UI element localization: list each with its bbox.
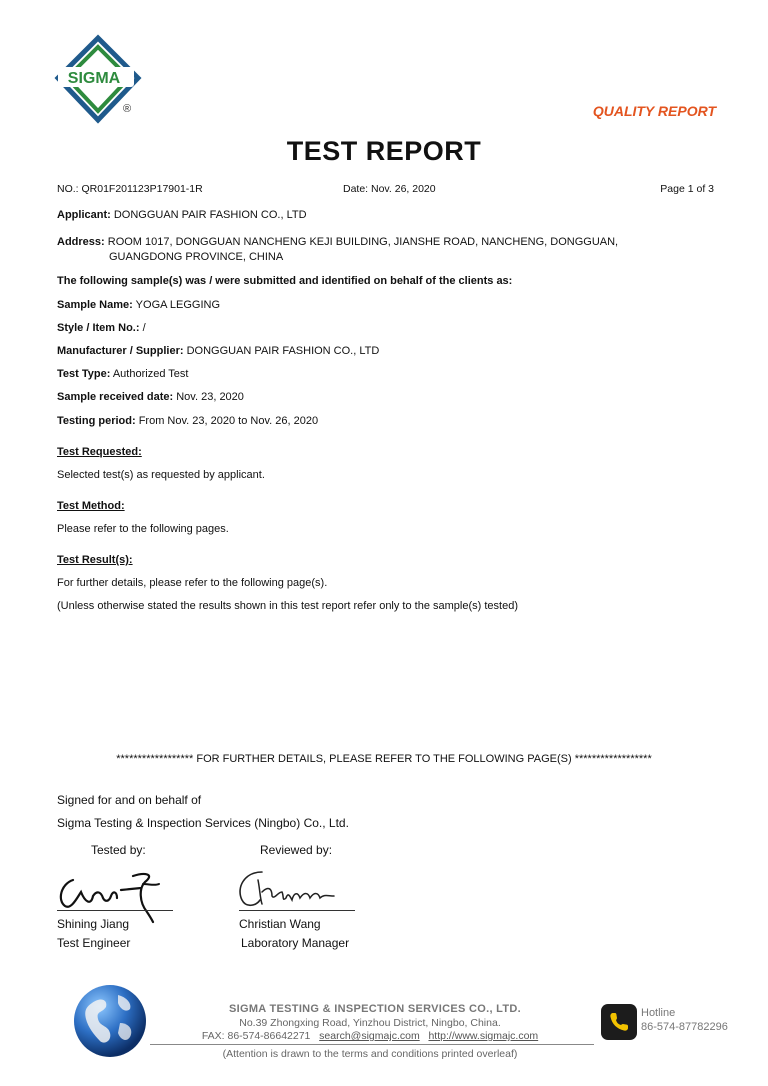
- page-title: TEST REPORT: [286, 136, 482, 166]
- report-date: Date: Nov. 26, 2020: [343, 183, 436, 195]
- manufacturer-label: Manufacturer / Supplier:: [57, 345, 184, 357]
- signed-for-text: Signed for and on behalf of: [57, 793, 202, 807]
- hotline-number[interactable]: 86-574-87782296: [641, 1021, 728, 1033]
- quality-report-label: QUALITY REPORT: [592, 103, 716, 119]
- reviewed-by-label: Reviewed by:: [260, 843, 333, 857]
- test-results-heading: Test Result(s):: [57, 554, 133, 566]
- testing-period-label: Testing period:: [57, 415, 136, 427]
- tester-signature: [55, 862, 175, 924]
- hotline-label: Hotline: [641, 1007, 676, 1019]
- testing-period-value: From Nov. 23, 2020 to Nov. 26, 2020: [138, 415, 319, 427]
- test-requested-heading: Test Requested:: [57, 446, 142, 458]
- reviewer-title: Laboratory Manager: [241, 936, 350, 950]
- footer-email[interactable]: search@sigmajc.com: [319, 1030, 420, 1042]
- style-label: Style / Item No.:: [57, 322, 140, 334]
- signing-company: Sigma Testing & Inspection Services (Ningbo) Co., Ltd.: [57, 816, 349, 830]
- test-type-label: Test Type:: [57, 368, 111, 380]
- received-date-row: [57, 390, 244, 405]
- tester-name: Shining Jiang: [57, 917, 130, 931]
- tester-signature-line: [57, 910, 173, 911]
- test-type-value: Authorized Test: [112, 368, 189, 380]
- address-row: [57, 235, 618, 250]
- footer-website[interactable]: http://www.sigmajc.com: [428, 1030, 539, 1042]
- manufacturer-value: DONGGUAN PAIR FASHION CO., LTD: [186, 345, 380, 357]
- logo-text: SIGMA: [67, 70, 121, 87]
- applicant-row: [57, 208, 307, 223]
- footer-contacts: [150, 1030, 590, 1042]
- testing-period-row: [57, 414, 318, 429]
- address-label: Address:: [57, 236, 105, 248]
- test-type-row: [57, 367, 188, 382]
- applicant-label: Applicant:: [57, 209, 111, 221]
- hotline-info: [641, 1006, 728, 1034]
- style-value: /: [142, 322, 146, 334]
- samples-intro: The following sample(s) was / were submitted and identified on behalf of the clients as:: [57, 275, 513, 287]
- phone-icon: [601, 1004, 637, 1040]
- reviewer-name: Christian Wang: [239, 917, 321, 931]
- style-row: [57, 321, 146, 336]
- footer-company: SIGMA TESTING & INSPECTION SERVICES CO., LTD.: [229, 1003, 521, 1015]
- address-line-2: GUANGDONG PROVINCE, CHINA: [109, 251, 284, 263]
- page-indicator: Page 1 of 3: [660, 183, 714, 195]
- globe-icon: [72, 983, 148, 1059]
- tester-title: Test Engineer: [57, 936, 131, 950]
- reviewer-signature: [222, 862, 352, 912]
- received-date-label: Sample received date:: [57, 391, 174, 403]
- report-number: NO.: QR01F201123P17901-1R: [57, 183, 203, 195]
- sample-name-row: [57, 298, 220, 313]
- test-results-text-2: (Unless otherwise stated the results shown in this test report refer only to the sample(s) tested): [57, 600, 518, 612]
- address-line-1: ROOM 1017, DONGGUAN NANCHENG KEJI BUILDING, JIANSHE ROAD, NANCHENG, DONGGUAN,: [107, 236, 619, 248]
- footer-attention: (Attention is drawn to the terms and conditions printed overleaf): [222, 1048, 518, 1060]
- reviewer-signature-line: [239, 910, 355, 911]
- applicant-value: DONGGUAN PAIR FASHION CO., LTD: [113, 209, 307, 221]
- sample-name-value: YOGA LEGGING: [135, 299, 221, 311]
- footer-fax: FAX: 86-574-86642271: [201, 1030, 311, 1042]
- registered-mark: ®: [123, 103, 132, 115]
- sample-name-label: Sample Name:: [57, 299, 133, 311]
- further-details-separator: ****************** FOR FURTHER DETAILS, PLEASE REFER TO THE FOLLOWING PAGE(S) ******************: [116, 753, 652, 765]
- test-method-text: Please refer to the following pages.: [57, 523, 229, 535]
- test-method-heading: Test Method:: [57, 500, 125, 512]
- test-requested-text: Selected test(s) as requested by applicant.: [57, 469, 265, 481]
- received-date-value: Nov. 23, 2020: [176, 391, 244, 403]
- footer-address: No.39 Zhongxing Road, Yinzhou District, Ningbo, China.: [239, 1017, 501, 1029]
- tested-by-label: Tested by:: [91, 843, 146, 857]
- manufacturer-row: [57, 344, 379, 359]
- test-results-text-1: For further details, please refer to the following page(s).: [57, 577, 328, 589]
- footer-divider: [150, 1044, 594, 1045]
